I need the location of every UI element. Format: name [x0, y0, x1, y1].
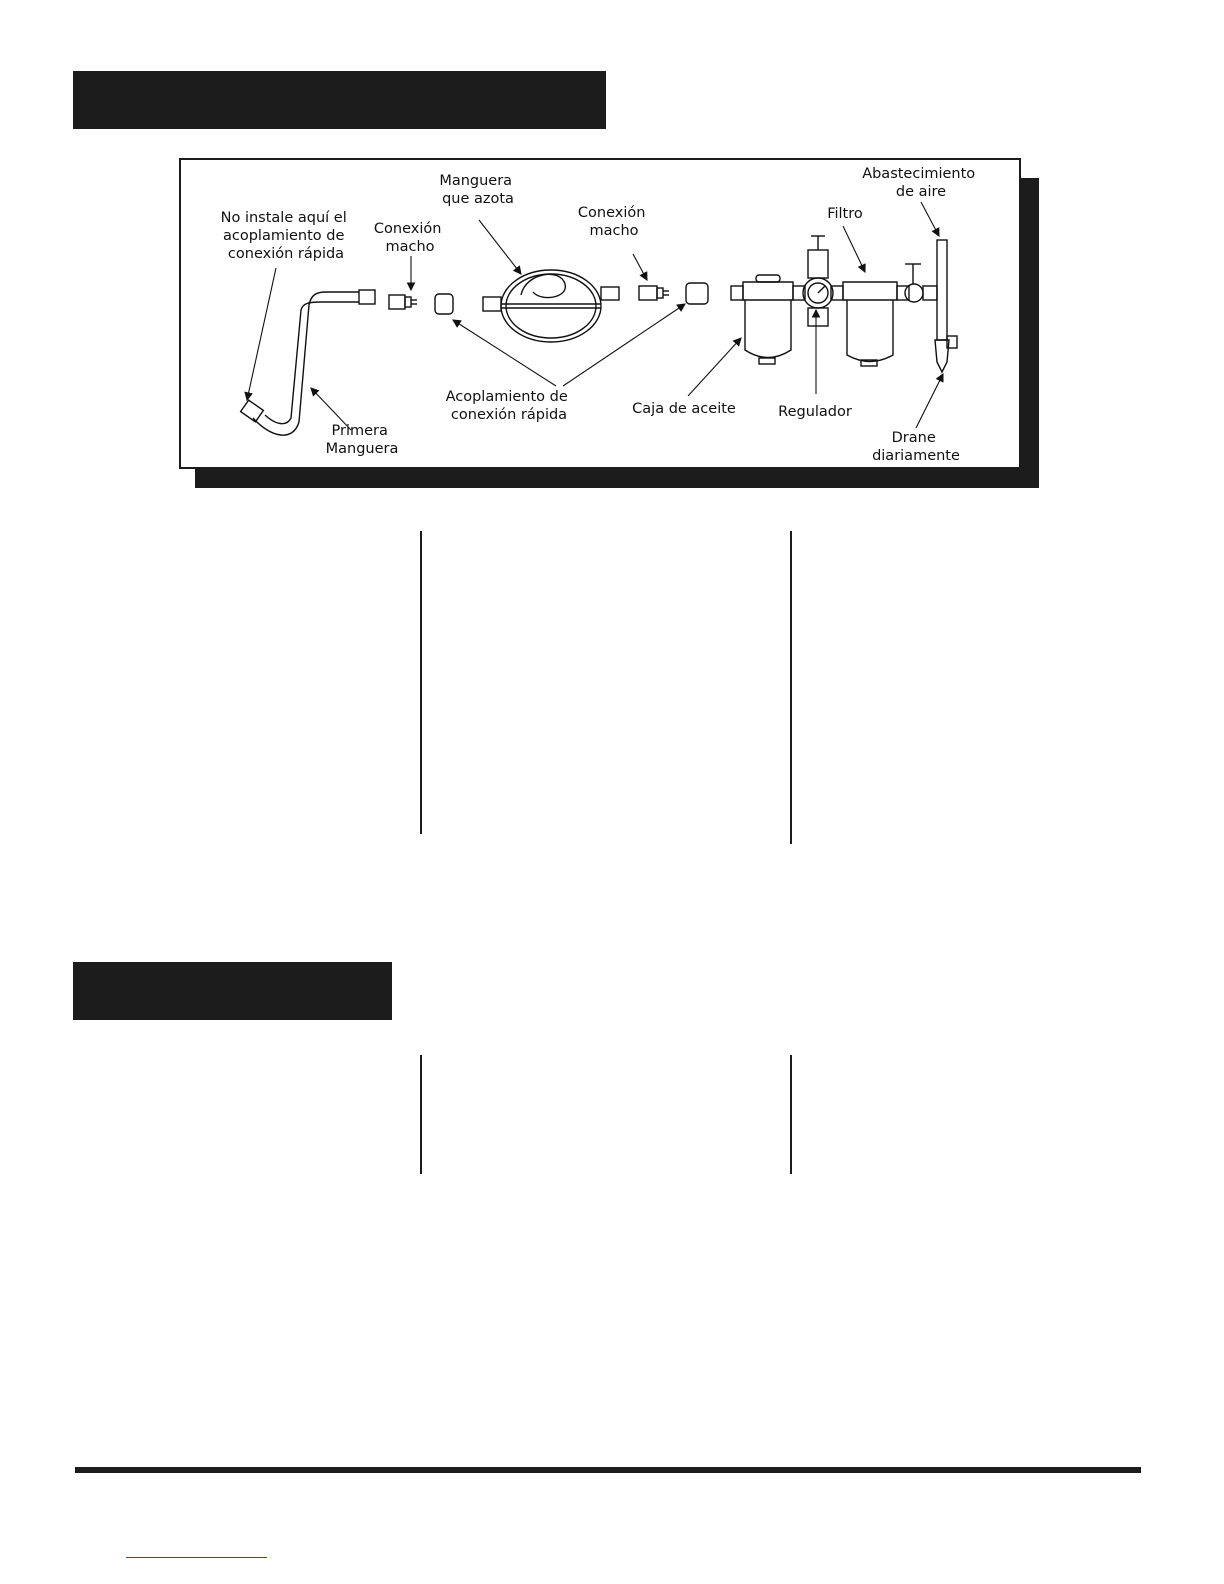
male-connector-1-drawing: [389, 295, 417, 309]
column-divider-4: [790, 1055, 792, 1174]
supply-pipe-drawing: [897, 240, 957, 372]
male-connector-2-drawing: [639, 286, 669, 300]
label-regulador: Regulador: [778, 404, 852, 420]
quick-coupler-1-drawing: [435, 294, 453, 314]
label-no-instale: No instale aquí el acoplamiento de conexión rápida: [220, 210, 347, 262]
label-manguera-azota: Manguera que azota: [439, 173, 514, 207]
label-drane: Drane diariamente: [872, 430, 960, 464]
whip-hose-drawing: [483, 270, 619, 342]
regulator-drawing: [793, 236, 843, 326]
quick-coupler-2-drawing: [686, 283, 708, 304]
section-header-bar-2: [73, 962, 392, 1020]
footer-rule: [75, 1467, 1141, 1473]
section-header-bar-1: [73, 71, 606, 129]
label-conexion-macho-1: Conexión macho: [373, 221, 442, 255]
column-divider-1: [420, 531, 422, 834]
label-abastecimiento: Abastecimiento de aire: [862, 166, 976, 200]
label-caja-aceite: Caja de aceite: [632, 401, 736, 417]
label-primera-manguera: Primera Manguera: [325, 423, 399, 457]
first-hose-drawing: [241, 290, 375, 435]
oil-bowl-drawing: [731, 275, 793, 364]
label-conexion-macho-2: Conexión macho: [577, 205, 646, 239]
label-acoplamiento: Acoplamiento de conexión rápida: [445, 389, 568, 423]
footer-link-underline[interactable]: [126, 1557, 267, 1558]
filter-drawing: [843, 282, 897, 366]
column-divider-3: [420, 1055, 422, 1174]
air-system-diagram: [179, 158, 1021, 469]
label-filtro: Filtro: [827, 206, 863, 222]
column-divider-2: [790, 531, 792, 844]
